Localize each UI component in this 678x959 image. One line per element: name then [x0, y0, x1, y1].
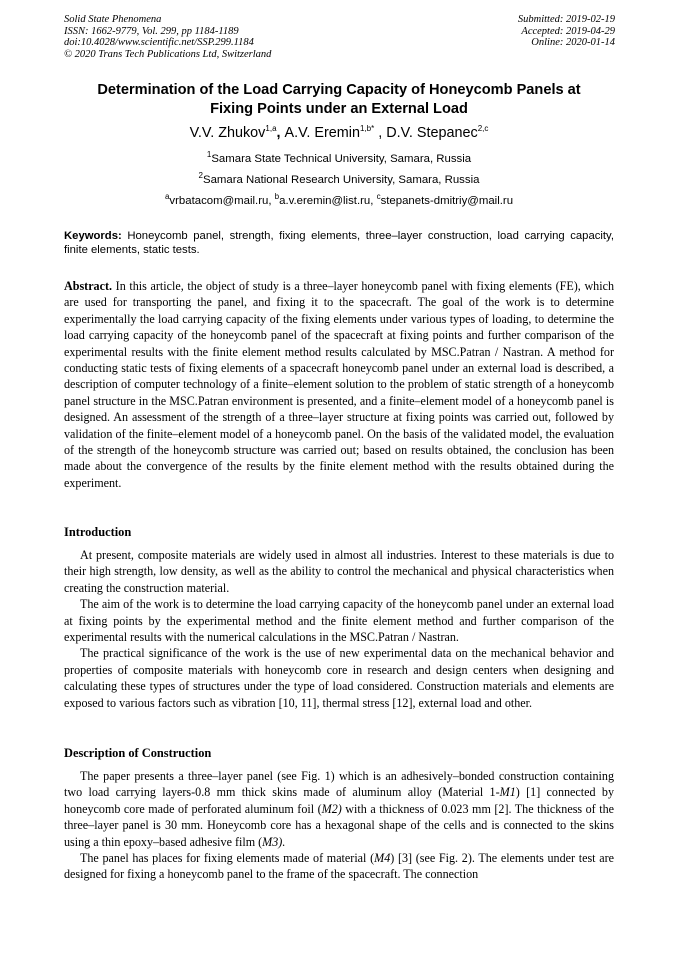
email-superscript: c — [376, 192, 381, 202]
author-name: D.V. Stepanec — [386, 125, 478, 141]
accepted-date: Accepted: 2019-04-29 — [521, 25, 615, 37]
paragraph: The practical significance of the work is the use of new experimental data on the mechanical behavior and properties of composite materials with honeycomb core in research and design centers when designing and calculating these types of structures under the type of load considered. Construction materials and elements are exposed to various factors such as vibration [10, 11], thermal stress [12], external load and other. — [64, 646, 614, 710]
paragraph: At present, composite materials are widely used in almost all industries. Interest to these materials is due to their high strength, low density, as well as the ability to control the mechanical and physical characteristics when creating the construction material. — [64, 548, 614, 595]
journal-name: Solid State Phenomena — [64, 14, 162, 25]
author-separator: , — [276, 125, 285, 141]
abstract-text: In this article, the object of study is a three–layer honeycomb panel with fixing elements (FE), which are used for transporting the panel, and fixing it to the spacecraft. The goal of the work is to determine experimentally the load carrying capacity of the fixing elements under various types of loading, to determine the load carrying capacity of the honeycomb panel of the spacecraft at fixing points and further comparison of the experimental results with the finite element method results calculated by MSC.Patran / Nastran. A method for conducting static tests of fixing elements of a spacecraft honeycomb panel under an external load is described, a description of computer technology of a finite–element solution to the problem of static strength of a honeycomb panel structure in the MSC.Patran environment is presented, and a finite–element model of a honeycomb panel is designed. An assessment of the strength of a three–layer structure at fixing points was carried out, followed by validation of the finite–element model of a honeycomb panel. On the basis of the validated model, the evaluation of the strength of the honeycomb structure was carried out; based on results obtained, the conclusion has been made about the convergence of the results by the finite element method with the results obtained during the experiment. — [64, 279, 614, 490]
email-superscript: a — [164, 192, 170, 202]
journal-info — [64, 14, 271, 60]
author-list — [50, 124, 628, 143]
title-line-2: Fixing Points under an External Load — [210, 101, 468, 117]
submission-dates — [518, 14, 615, 49]
author-superscript: 1,b* — [359, 124, 375, 134]
material-ref: M2) — [321, 801, 342, 816]
affiliation-superscript: 2 — [198, 171, 203, 181]
submitted-date: Submitted: 2019-02-19 — [517, 14, 615, 25]
text-run: with a thickness of 0.023 mm [2]. The thickness of the three–layer panel is 30 mm. Honeycomb core has a hexagonal shape of the cells and is connected to the skins using a thin epoxy–based adhesive film ( — [64, 801, 614, 849]
affiliation-text: Samara National Research University, Samara, Russia — [203, 174, 480, 186]
online-date: Online: 2020-01-14 — [531, 37, 615, 49]
affiliation-1 — [50, 152, 628, 166]
abstract-label: Abstract. — [64, 279, 113, 293]
text-run: ) [1] connected by honeycomb core made of perforated aluminum foil ( — [64, 785, 614, 816]
author-emails — [50, 194, 628, 208]
material-ref: M1 — [499, 785, 516, 800]
construction-heading: Description of Construction — [64, 746, 212, 760]
paragraph — [64, 768, 614, 850]
journal-doi: doi:10.4028/www.scientific.net/SSP.299.1184 — [64, 37, 254, 49]
author-name: A.V. Eremin — [284, 125, 360, 141]
title-line-1: Determination of the Load Carrying Capacity of Honeycomb Panels at — [97, 82, 581, 98]
email-address: stepanets-dmitriy@mail.ru — [380, 195, 514, 207]
journal-issn: ISSN: 1662-9779, Vol. 299, pp 1184-1189 — [64, 25, 239, 37]
paper-title — [50, 81, 628, 119]
affiliation-2 — [50, 173, 628, 187]
text-run: The paper presents a three–layer panel (see Fig. 1) which is an adhesively–bonded construction containing two load carrying layers-0.8 mm thick skins made of aluminum alloy (Material 1- — [64, 769, 614, 800]
material-ref: M4 — [374, 851, 391, 866]
email-address: vrbatacom@mail.ru, — [169, 195, 275, 207]
introduction-heading: Introduction — [64, 525, 132, 539]
author-superscript: 2,c — [477, 124, 489, 134]
email-address: a.v.eremin@list.ru, — [279, 195, 377, 207]
abstract — [64, 278, 614, 491]
keywords-label: Keywords: — [64, 230, 122, 242]
email-superscript: b — [274, 192, 280, 202]
paragraph: The aim of the work is to determine the load carrying capacity of the honeycomb panel under an external load at fixing points by the experimental method and the finite element method and further comparison of the experimental results with the numerical calculations in the MSC.Patran / Nastran. — [64, 597, 614, 645]
author-separator: , — [374, 125, 387, 141]
construction-body — [64, 768, 614, 883]
affiliation-superscript: 1 — [206, 150, 212, 160]
affiliation-text: Samara State Technical University, Samara, Russia — [211, 153, 472, 165]
journal-copyright: © 2020 Trans Tech Publications Ltd, Switzerland — [64, 48, 272, 60]
introduction-body — [64, 547, 614, 711]
keywords — [64, 230, 614, 258]
text-run: ) [3] (see Fig. 2). The elements under test are designed for fixing a honeycomb panel to the frame of the spacecraft. The connection — [64, 851, 614, 882]
author-name: V.V. Zhukov — [189, 125, 266, 141]
material-ref: M3). — [262, 834, 286, 849]
keywords-text: Honeycomb panel, strength, fixing elements, three–layer construction, load carrying capacity, finite elements, static tests. — [64, 230, 614, 256]
paragraph — [64, 850, 614, 883]
author-superscript: 1,a — [265, 124, 277, 134]
text-run: The panel has places for fixing elements made of material ( — [80, 851, 375, 866]
